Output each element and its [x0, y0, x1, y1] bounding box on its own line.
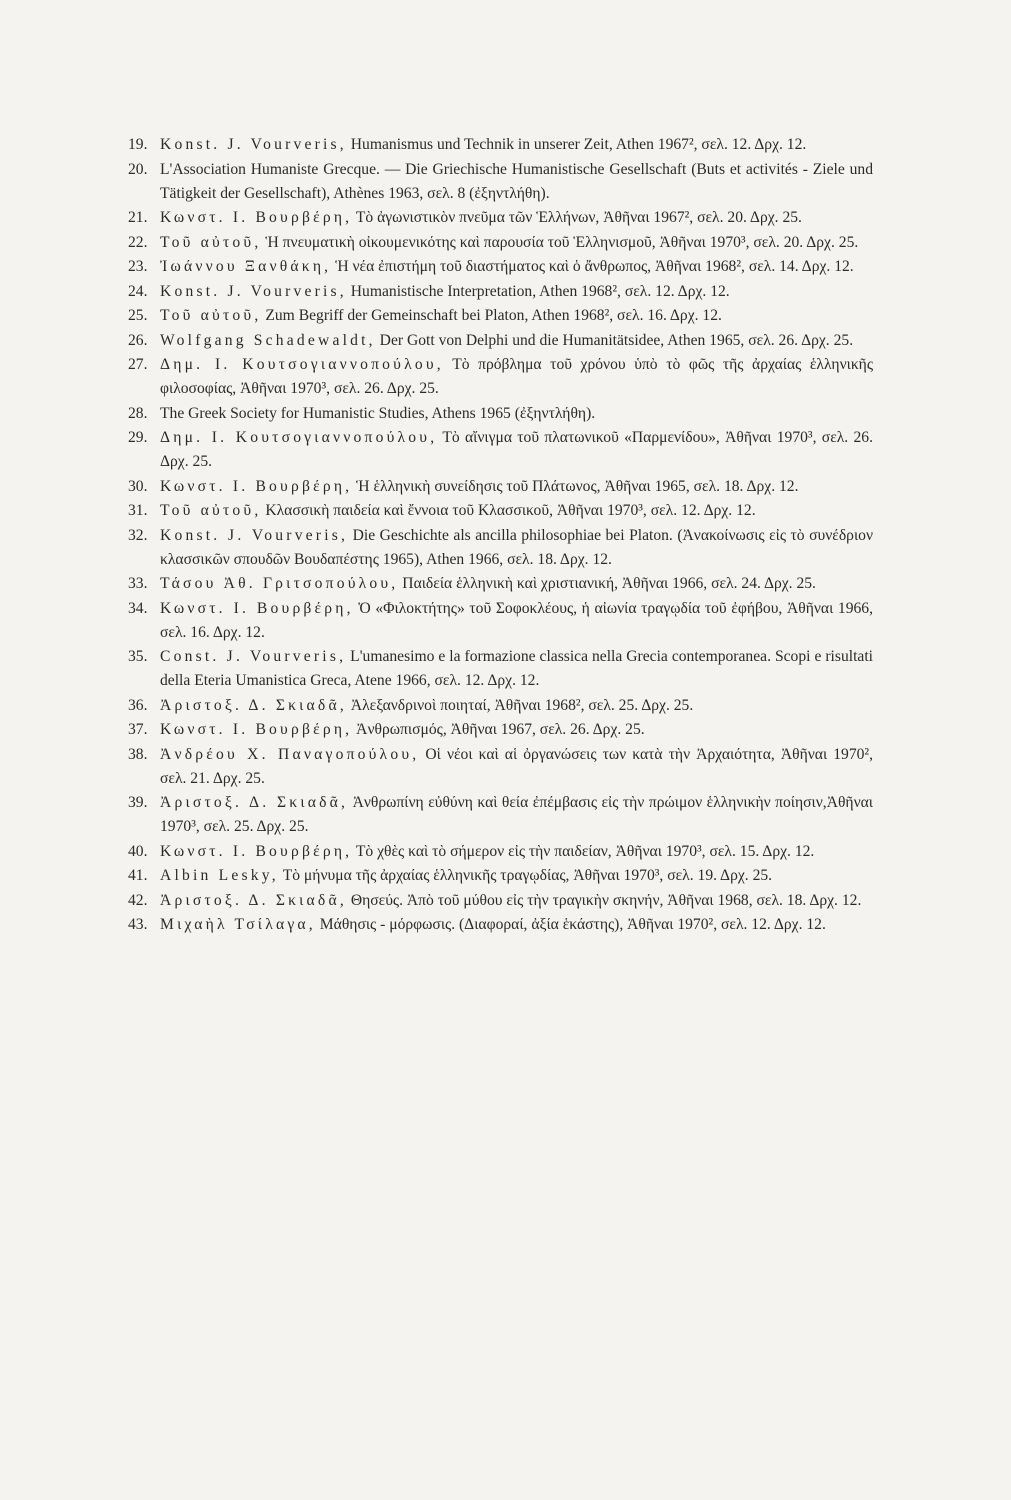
entry-text: Παιδεία ἑλληνικὴ καὶ χριστιανική, Ἀθῆναι 1966, σελ. 24. Δρχ. 25.	[398, 575, 816, 592]
bibliography-entry	[128, 694, 873, 718]
bibliography-list	[128, 133, 873, 938]
entry-number: 32.	[128, 526, 148, 544]
bibliography-entry	[128, 329, 873, 353]
bibliography-entry	[128, 864, 873, 888]
entry-author: Ἀριστοξ. Δ. Σκιαδᾶ,	[160, 794, 349, 811]
entry-number: 38.	[128, 745, 148, 763]
entry-author: Τοῦ αὐτοῦ,	[160, 307, 262, 324]
bibliography-entry	[128, 255, 873, 279]
entry-text: Τὸ μήνυμα τῆς ἀρχαίας ἑλληνικῆς τραγῳδίας, Ἀθῆναι 1970³, σελ. 19. Δρχ. 25.	[278, 867, 773, 884]
bibliography-entry	[128, 524, 873, 572]
entry-number: 30.	[128, 477, 148, 495]
entry-text: Humanistische Interpretation, Athen 1968², σελ. 12. Δρχ. 12.	[346, 282, 730, 300]
entry-author: Const. J. Vourveris,	[160, 648, 347, 665]
entry-author: Wolfgang Schadewaldt,	[160, 331, 376, 349]
bibliography-entry	[128, 791, 873, 839]
entry-number: 33.	[128, 575, 148, 592]
entry-author: Τοῦ αὐτοῦ,	[160, 502, 262, 519]
entry-text: Ὁ «Φιλοκτήτης» τοῦ Σοφοκλέους, ἡ αἰωνία τραγῳδία τοῦ ἐφήβου, Ἀθῆναι 1966, σελ. 16. Δρχ. 12.	[160, 599, 873, 641]
bibliography-entry	[128, 475, 873, 499]
entry-author: Κωνστ. Ι. Βουρβέρη,	[160, 477, 353, 495]
entry-author: Δημ. Ι. Κουτσογιαννοπούλου,	[160, 356, 444, 373]
entry-text: L'umanesimo e la formazione classica nella Grecia contemporanea. Scopi e risultati della Eteria Umanistica Greca, Atene 1966, σελ. 12. Δρχ. 12.	[160, 648, 873, 689]
entry-number: 22.	[128, 233, 148, 251]
bibliography-entry	[128, 597, 873, 645]
entry-text: Κλασσικὴ παιδεία καὶ ἔννοια τοῦ Κλασσικοῦ, Ἀθῆναι 1970³, σελ. 12. Δρχ. 12.	[261, 502, 756, 519]
entry-author: Κωνστ. Ι. Βουρβέρη,	[160, 721, 353, 738]
bibliography-entry	[128, 158, 873, 206]
entry-author: Κωνστ. Ι. Βουρβέρη,	[160, 209, 353, 226]
entry-number: 23.	[128, 258, 148, 275]
entry-number: 40.	[128, 842, 148, 860]
entry-text: Der Gott von Delphi und die Humanitätsidee, Athen 1965, σελ. 26. Δρχ. 25.	[375, 331, 854, 349]
entry-author: Konst. J. Vourveris,	[160, 526, 349, 544]
entry-text: Μάθησις - μόρφωσις. (Διαφοραί, ἀξία ἑκάστης), Ἀθῆναι 1970², σελ. 12. Δρχ. 12.	[315, 916, 826, 933]
entry-number: 31.	[128, 502, 148, 519]
entry-number: 19.	[128, 136, 148, 153]
entry-text: Ἡ πνευματικὴ οἰκουμενικότης καὶ παρουσία τοῦ Ἑλληνισμοῦ, Ἀθῆναι 1970³, σελ. 20. Δρχ. 25.	[261, 233, 859, 251]
entry-author: Κωνστ. Ι. Βουρβέρη,	[160, 599, 354, 617]
entry-number: 34.	[128, 599, 148, 617]
entry-number: 37.	[128, 721, 148, 738]
entry-number: 25.	[128, 307, 148, 324]
entry-text: Ἡ ἑλληνικὴ συνείδησις τοῦ Πλάτωνος, Ἀθῆναι 1965, σελ. 18. Δρχ. 12.	[352, 477, 799, 495]
entry-text: Τὸ αἴνιγμα τοῦ πλατωνικοῦ «Παρμενίδου», Ἀθῆναι 1970³, σελ. 26. Δρχ. 25.	[160, 429, 873, 470]
entry-number: 28.	[128, 404, 148, 422]
entry-text: The Greek Society for Humanistic Studies, Athens 1965 (ἐξηντλήθη).	[160, 404, 596, 422]
entry-text: Ἀλεξανδρινοὶ ποιηταί, Ἀθῆναι 1968², σελ. 25. Δρχ. 25.	[346, 696, 694, 714]
entry-number: 42.	[128, 891, 148, 909]
bibliography-entry	[128, 645, 873, 693]
entry-author: Τοῦ αὐτοῦ,	[160, 233, 262, 251]
entry-text: Ἀνθρωπισμός, Ἀθῆναι 1967, σελ. 26. Δρχ. 25.	[352, 721, 645, 738]
bibliography-entry	[128, 280, 873, 304]
entry-author: Konst. J. Vourveris,	[160, 282, 347, 300]
entry-number: 43.	[128, 916, 148, 933]
entry-number: 26.	[128, 331, 148, 349]
bibliography-entry	[128, 231, 873, 255]
entry-author: Albin Lesky,	[160, 867, 279, 884]
bibliography-entry	[128, 304, 873, 328]
entry-number: 20.	[128, 160, 148, 178]
bibliography-entry	[128, 206, 873, 230]
entry-text: L'Association Humaniste Grecque. — Die Griechische Humanistische Gesellschaft (Buts et activités - Ziele und Tätigkeit der Gesellschaft), Athènes 1963, σελ. 8 (ἐξηντλήθη).	[160, 160, 873, 202]
entry-number: 21.	[128, 209, 148, 226]
entry-number: 39.	[128, 794, 148, 811]
bibliography-entry	[128, 840, 873, 864]
entry-author: Ἀριστοξ. Δ. Σκιαδᾶ,	[160, 696, 347, 714]
entry-author: Δημ. Ι. Κουτσογιαννοπούλου,	[160, 429, 438, 446]
entry-number: 27.	[128, 356, 148, 373]
entry-text: Τὸ χθὲς καὶ τὸ σήμερον εἰς τὴν παιδείαν, Ἀθῆναι 1970³, σελ. 15. Δρχ. 12.	[352, 842, 815, 860]
entry-number: 24.	[128, 282, 148, 300]
entry-author: Ἰωάννου Ξανθάκη,	[160, 258, 332, 275]
entry-text: Ἡ νέα ἐπιστήμη τοῦ διαστήματος καὶ ὁ ἄνθρωπος, Ἀθῆναι 1968², σελ. 14. Δρχ. 12.	[331, 258, 854, 275]
entry-text: Die Geschichte als ancilla philosophiae bei Platon. (Ἀνακοίνωσις εἰς τὸ συνέδριον κλασσικῶν σπουδῶν Βουδαπέστης 1965), Athen 1966, σελ. 18. Δρχ. 12.	[160, 526, 873, 568]
bibliography-entry	[128, 718, 873, 742]
entry-number: 36.	[128, 696, 148, 714]
entry-author: Ἀνδρέου Χ. Παναγοπούλου,	[160, 745, 420, 763]
entry-author: Τάσου Ἀθ. Γριτσοπούλου,	[160, 575, 399, 592]
entry-text: Zum Begriff der Gemeinschaft bei Platon, Athen 1968², σελ. 16. Δρχ. 12.	[261, 307, 722, 324]
entry-number: 35.	[128, 648, 148, 665]
entry-author: Μιχαὴλ Τσίλαγα,	[160, 916, 316, 933]
entry-text: Τὸ πρόβλημα τοῦ χρόνου ὑπὸ τὸ φῶς τῆς ἀρχαίας ἑλληνικῆς φιλοσοφίας, Ἀθῆναι 1970³, σελ. 26. Δρχ. 25.	[160, 356, 874, 397]
entry-text: Humanismus und Technik in unserer Zeit, Athen 1967², σελ. 12. Δρχ. 12.	[346, 136, 807, 153]
bibliography-entry	[128, 402, 873, 426]
entry-text: Τὸ ἀγωνιστικὸν πνεῦμα τῶν Ἑλλήνων, Ἀθῆναι 1967², σελ. 20. Δρχ. 25.	[352, 209, 802, 226]
bibliography-entry	[128, 913, 873, 937]
entry-author: Κωνστ. Ι. Βουρβέρη,	[160, 842, 353, 860]
bibliography-entry	[128, 889, 873, 913]
entry-author: Konst. J. Vourveris,	[160, 136, 347, 153]
bibliography-entry	[128, 426, 873, 474]
entry-text: Ἀνθρωπίνη εὐθύνη καὶ θεία ἐπέμβασις εἰς τὴν πρώιμον ἑλληνικὴν ποίησιν,Ἀθῆναι 1970³, σελ. 25. Δρχ. 25.	[160, 794, 874, 835]
bibliography-entry	[128, 499, 873, 523]
entry-number: 41.	[128, 867, 148, 884]
bibliography-entry	[128, 353, 873, 401]
entry-author: Ἀριστοξ. Δ. Σκιαδᾶ,	[160, 891, 347, 909]
entry-text: Θησεύς. Ἀπὸ τοῦ μύθου εἰς τὴν τραγικὴν σκηνήν, Ἀθῆναι 1968, σελ. 18. Δρχ. 12.	[346, 891, 862, 909]
entry-text: Οἱ νέοι καὶ αἱ ὀργανώσεις των κατὰ τὴν Ἀρχαιότητα, Ἀθῆναι 1970², σελ. 21. Δρχ. 25.	[160, 745, 873, 787]
entry-number: 29.	[128, 429, 148, 446]
bibliography-entry	[128, 743, 873, 791]
bibliography-entry	[128, 572, 873, 596]
bibliography-entry	[128, 133, 873, 157]
